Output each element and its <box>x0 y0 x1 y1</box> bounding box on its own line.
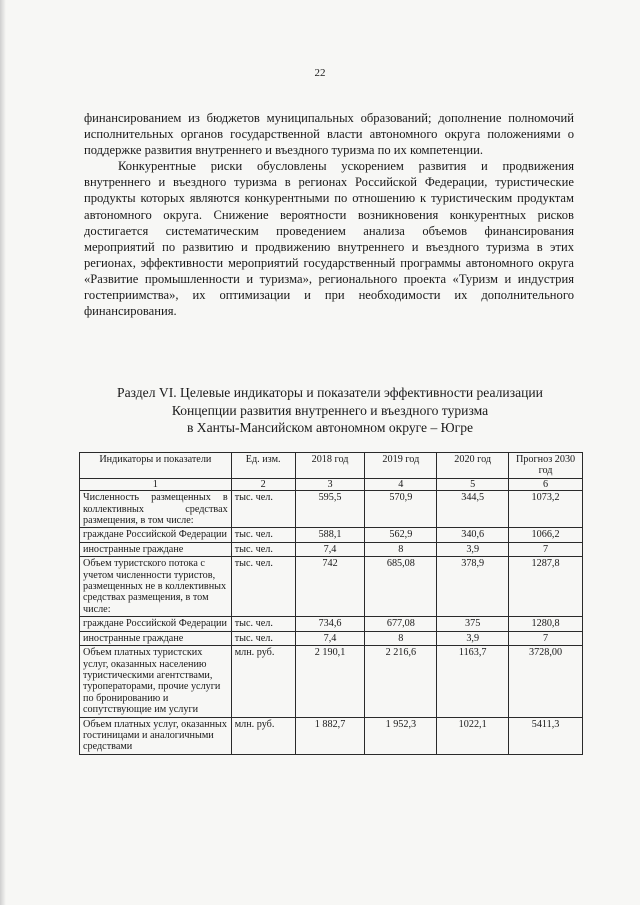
value-2020: 1022,1 <box>437 717 509 754</box>
indicator-name: Объем туристского потока с учетом численности туристов, размещенных не в коллективных средствах размещения, в том числе: <box>80 557 232 617</box>
table-row <box>80 557 583 617</box>
paragraph-1: финансированием из бюджетов муниципальных образований; дополнение полномочий исполнительных органов государственной власти автономного округа положениями о поддержке развития внутреннего и въездного туризма по их компетенции. <box>84 111 574 158</box>
value-2030: 1280,8 <box>509 617 583 631</box>
index-cell: 3 <box>295 478 365 490</box>
indicator-name: иностранные граждане <box>80 631 232 645</box>
index-cell: 2 <box>231 478 295 490</box>
table-row <box>80 542 583 556</box>
value-2018: 734,6 <box>295 617 365 631</box>
unit-cell: тыс. чел. <box>231 528 295 542</box>
value-2019: 562,9 <box>365 528 437 542</box>
page-number: 22 <box>314 67 326 79</box>
unit-cell: млн. руб. <box>231 646 295 717</box>
value-2018: 2 190,1 <box>295 646 365 717</box>
section-title-line-3: в Ханты-Мансийском автономном округе – Югре <box>186 420 474 435</box>
value-2020: 378,9 <box>437 557 509 617</box>
value-2020: 340,6 <box>437 528 509 542</box>
value-2020: 344,5 <box>437 491 509 528</box>
value-2030: 3728,00 <box>509 646 583 717</box>
indicator-name: граждане Российской Федерации <box>80 528 232 542</box>
value-2030: 7 <box>509 631 583 645</box>
unit-cell: млн. руб. <box>231 717 295 754</box>
indicator-name: Численность размещенных в коллективных средствах размещения, в том числе: <box>80 491 232 528</box>
index-cell: 4 <box>365 478 437 490</box>
header-indicators: Индикаторы и показатели <box>80 453 232 479</box>
unit-cell: тыс. чел. <box>231 491 295 528</box>
header-unit: Ед. изм. <box>231 453 295 479</box>
value-2030: 7 <box>509 542 583 556</box>
table-header-row <box>80 453 583 479</box>
value-2019: 570,9 <box>365 491 437 528</box>
paragraph-2: Конкурентные риски обусловлены ускорением развития и продвижения внутреннего и въездного туризма в регионах Российской Федерации, туристические продукты которых являются конкурентными по отношению к туристическим продуктам автономного округа. Снижение вероятности возникновения конкурентных рисков достигается систематическим проведением анализа объемов финансирования мероприятий по развитию и продвижению внутреннего и въездного туризма в этих регионах, эффективности мероприятий государственный программы автономного округа «Развитие промышленности и туризма», регионального проекта «Туризм и индустрия гостеприимства», их оптимизации и при необходимости их дополнительного финансирования. <box>84 159 574 319</box>
value-2020: 3,9 <box>437 631 509 645</box>
index-cell: 1 <box>80 478 232 490</box>
indicator-name: граждане Российской Федерации <box>80 617 232 631</box>
unit-cell: тыс. чел. <box>231 557 295 617</box>
value-2019: 2 216,6 <box>365 646 437 717</box>
table-index-row <box>80 478 583 490</box>
table-row <box>80 717 583 754</box>
value-2018: 595,5 <box>295 491 365 528</box>
value-2018: 742 <box>295 557 365 617</box>
unit-cell: тыс. чел. <box>231 617 295 631</box>
indicator-name: Объем платных услуг, оказанных гостиницами и аналогичными средствами <box>80 717 232 754</box>
body-text <box>84 110 574 319</box>
value-2030: 5411,3 <box>509 717 583 754</box>
value-2018: 7,4 <box>295 631 365 645</box>
indicator-name: иностранные граждане <box>80 542 232 556</box>
value-2019: 1 952,3 <box>365 717 437 754</box>
value-2030: 1066,2 <box>509 528 583 542</box>
section-title-line-1: Раздел VI. Целевые индикаторы и показатели эффективности реализации <box>117 385 543 400</box>
table-row <box>80 528 583 542</box>
value-2018: 1 882,7 <box>295 717 365 754</box>
unit-cell: тыс. чел. <box>231 631 295 645</box>
value-2018: 588,1 <box>295 528 365 542</box>
value-2019: 8 <box>365 631 437 645</box>
value-2020: 375 <box>437 617 509 631</box>
value-2019: 8 <box>365 542 437 556</box>
header-2018: 2018 год <box>295 453 365 479</box>
table-row <box>80 646 583 717</box>
header-forecast-2030: Прогноз 2030 год <box>509 453 583 479</box>
value-2019: 685,08 <box>365 557 437 617</box>
value-2030: 1073,2 <box>509 491 583 528</box>
indicator-name: Объем платных туристских услуг, оказанных населению туристическими агентствами, туроператорами, прочие услуги по бронированию и сопутствующие им услуги <box>80 646 232 717</box>
section-title-line-2: Концепции развития внутреннего и въездного туризма <box>171 402 489 418</box>
indicators-table <box>79 452 583 755</box>
header-2019: 2019 год <box>365 453 437 479</box>
table-row <box>80 491 583 528</box>
table-row <box>80 617 583 631</box>
header-2020: 2020 год <box>437 453 509 479</box>
table-row <box>80 631 583 645</box>
value-2019: 677,08 <box>365 617 437 631</box>
index-cell: 6 <box>509 478 583 490</box>
page-edge-shadow <box>0 0 6 905</box>
value-2020: 1163,7 <box>437 646 509 717</box>
value-2030: 1287,8 <box>509 557 583 617</box>
value-2020: 3,9 <box>437 542 509 556</box>
value-2018: 7,4 <box>295 542 365 556</box>
section-title <box>70 384 590 437</box>
unit-cell: тыс. чел. <box>231 542 295 556</box>
index-cell: 5 <box>437 478 509 490</box>
